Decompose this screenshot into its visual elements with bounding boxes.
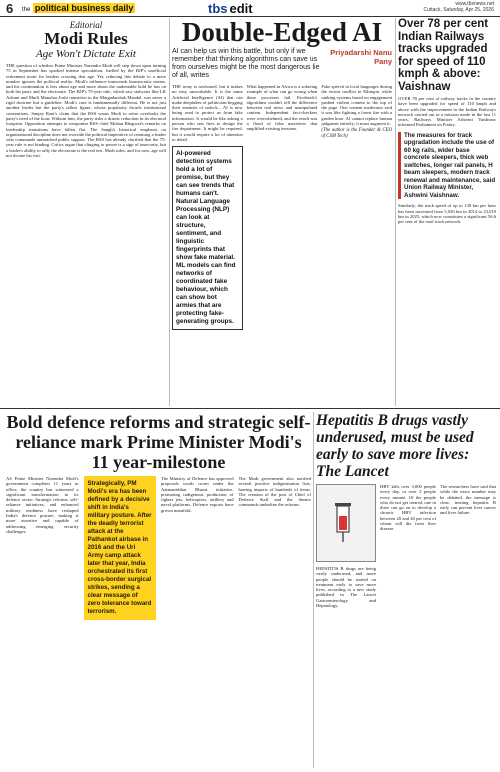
main-columns	[172, 84, 392, 334]
masthead	[0, 0, 500, 16]
masthead-info	[423, 1, 494, 13]
main-body-1: THE irony is rawboned, but it makes no easy unworkable. It is the same Artificial Intelligence (AI) that can make deepfakes of politicians begging their enemies of unlock... AI is now being used to protect us from fake information. It would be like asking a person who sets fires to design the fire department. It might be required, but it would require a lot of attention to detail.	[172, 84, 243, 142]
column-divider	[395, 18, 396, 406]
main-title: Double-Edged AI	[181, 18, 383, 47]
hepatitis-body-2: HBV kills over 3,000 people every day, or over 2 people every minute. Of the people who do not get treated, one in three can go on to develop a chronic HBV infection between 20 and 40 per cent of whom will die from liver disease.	[380, 484, 436, 532]
rail-body-1: OVER 78 per cent of railway tracks in the country have been upgraded for speed of 110 kmph and above with the improvement in the Indian Railways network carried out in a mission mode in the last 11 years, Railways Minister Ashwini Vaishnaw informed Parliament on Friday.	[398, 96, 496, 128]
defence-article	[6, 412, 311, 768]
rail-headline: Over 78 per cent Indian Railways tracks upgraded for speed of 110 kmph & above: Vaishnaw	[398, 18, 489, 93]
brand-logo[interactable]	[22, 3, 135, 13]
section-rule	[0, 408, 500, 409]
editorial-body: THE question of whether Prime Minister Narendra Modi will step down upon turning 75 in September has sparked intense speculation, fuelled by the BJP's unofficial retirement norm for leaders crossing that age. Yet, reducing this debate to a mere number ignores the political reality: Modi's influence transcends bureaucratic norms, and his continuation is less about age and more about the undeniable hold he has on both his party and the electorate. The BJP's 75-year rule, which saw stalwarts like LK Advani and Murli Manohar Joshi transition to the Margadarshak Mandal, was never a rigid doctrine but a guideline. Modi's case is fundamentally different. He is not just another leader but the party's tallest figure, whose popularity dwarfs institutional conventions. Sanjay Raut's claim that the RSS wants Modi to retire overlooks the party's need of the hour. Without him, the party risks a drastic reduction in its electoral footprint. Opposition attempts to weaponise RSS chief Mohan Bhagwat's remarks on leadership transitions have fallen flat. The Sangh's historical emphasis on organisational discipline does not override the political imperative of retaining a leader who commands unmatched public support. The RSS has already clarified that the 75-year rule is not binding. Critics argue that clinging to power is a sign of insecurity, but a leader's ability to rally the electorate is the real test. Modi rules, and for now, age will not dictate his exit.	[6, 63, 166, 159]
pull-quote: AI-powered detection systems hold a lot of promise, but they can see trends that humans can't. Natural Language Processing (NLP) can look at structure, sentiment, and linguistic fingerprints that show fake material. ML models can find networks of coordinated fake behaviour, which can show bot armies that are protecting fake-generating groups.	[172, 146, 243, 330]
editorial-subtitle: Age Won't Dictate Exit	[35, 48, 136, 60]
main-body-3: Fake speech in local languages during the recent conflict in Ethiopia, while ranking systems based on engagement pushed violent content to the top of the page. One content moderator said it was like fighting a forest fire with a garden hose. AI cannot replace human judgment entirely; it must augment it.	[321, 84, 392, 127]
hepatitis-body-1: HEPATITIS B drugs are being vastly underused, and more people should be started on treatment early to save more lives, according to a new study published in The Lancet Gastroenterology and Hepatology.	[316, 566, 376, 609]
hepatitis-title: Hepatitis B drugs vastly underused, must be used early to save more lives: The Lancet	[316, 412, 474, 480]
column-divider	[313, 412, 314, 768]
rail-column	[398, 18, 496, 406]
editorial-label: Editorial	[69, 20, 103, 30]
byline: Priyadarshi Nanu Pany	[330, 48, 392, 66]
masthead-rule	[0, 16, 500, 17]
section-suffix: edit	[229, 1, 253, 16]
hepatitis-columns	[316, 484, 496, 608]
section-name: tbs	[208, 1, 228, 16]
standfirst: AI can help us win this battle, but only if we remember that thinking algorithms can save us from ourselves might be the most dangerous lie of all, writes	[172, 48, 320, 79]
brand-name: political business daily	[34, 3, 134, 13]
section-logo	[208, 1, 253, 16]
syringe-icon	[323, 500, 369, 546]
standfirst-row	[172, 48, 392, 80]
defence-body-2: The Ministry of Defence has approved proposals worth crores under the Aatmanirbhar Bharat initiative, promoting indigenous production of fighter jets, helicopters, artillery and naval platforms. Defence exports have grown manifold.	[161, 476, 234, 513]
column-divider	[169, 18, 170, 406]
hepatitis-article	[316, 412, 496, 768]
page-number: 6	[6, 1, 14, 16]
brand-prefix: the	[22, 7, 31, 13]
hepatitis-body-3: The researchers have said that while the exact number may be debated, the message is clear: treating hepatitis B early can prevent liver cancer and liver failure.	[440, 484, 496, 516]
rail-pull-quote: The measures for track upgradation include the use of 60 kg rails, wider base concrete sleepers, thick web switches, longer rail panels, H beam sleepers, modern track renewal and maintenance, said Union Railway Minister, Ashwini Vaishnaw.	[398, 132, 496, 200]
defence-title: Bold defence reforms and strategic self-reliance mark Prime Minister Modi's 11 year-milestone	[6, 412, 311, 472]
editorial-column	[6, 18, 166, 406]
defence-highlight: Strategically, PM Modi's era has been defined by a decisive shift in India's military posture. After the deadly terrorist attack at the Pathankot airbase in 2016 and the Uri Army camp attack later that year, India orchestrated its first cross-border surgical strikes, sending a clear message of zero tolerance toward terrorism.	[84, 476, 157, 620]
main-article	[172, 18, 392, 406]
rail-body-2: Similarly, the track speed of up to 130 km per hour has been increased from 5,036 km in 2014 to 23,010 km in 2025, which now constitutes a significant 56.6 per cent of the total track network.	[398, 203, 496, 225]
dateline: Cuttack, Saturday, Apr 25, 2026	[423, 7, 494, 13]
defence-columns	[6, 476, 311, 620]
main-body-2: What happened in Africa is a sobering example of what can go wrong when these processes fail. Facebook's algorithms couldn't tell the difference between real news and manipulated content. Independent fact-checkers were overwhelmed, and the result was a flood of false narratives that amplified existing tensions.	[246, 84, 318, 132]
website-link[interactable]: www.tbsnews.net	[455, 1, 494, 7]
defence-body-3: The Modi government also notified several positive indigenisation lists, barring imports of hundreds of items. The creation of the post of Chief of Defence Staff and the theatre commands underline the reforms.	[238, 476, 311, 508]
syringe-image	[316, 484, 376, 562]
author-note: (The author is the Founder & CEO of CSM Tech)	[321, 128, 392, 139]
editorial-title: Modi Rules	[44, 29, 128, 48]
defence-body-1: AS Prime Minister Narendra Modi's government completes 11 years in office, the country has witnessed a significant transformation in its defence sector. Strategic reforms, self-reliance initiatives, and enhanced military readiness have reshaped India's defence posture, making it more assertive and capable of addressing emerging security challenges.	[6, 476, 79, 534]
